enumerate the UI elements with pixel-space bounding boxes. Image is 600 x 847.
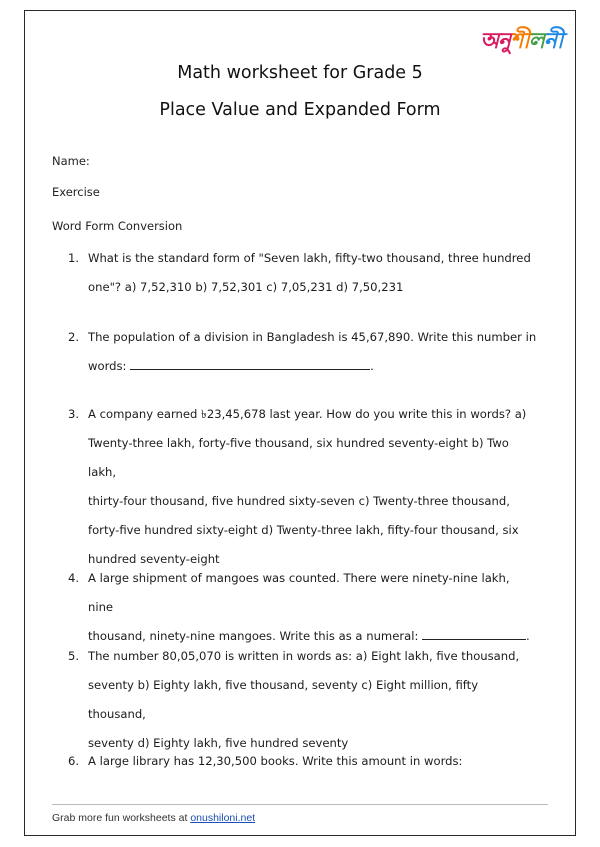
brand-logo xyxy=(478,16,570,56)
logo-part-1: অনু xyxy=(480,29,511,54)
exercise-label: Exercise xyxy=(52,185,100,199)
question-number: 6. xyxy=(68,754,80,768)
footer xyxy=(52,812,255,824)
question-line: A company earned ৳23,45,678 last year. How do you write this in words? a) xyxy=(88,407,527,421)
question-line: seventy b) Eighty lakh, five thousand, seventy c) Eight million, fifty thousand, xyxy=(88,678,479,721)
question-line: hundred seventy-eight xyxy=(88,552,220,566)
line-end: . xyxy=(370,359,374,373)
question-line: A large library has 12,30,500 books. Write this amount in words: xyxy=(88,754,463,768)
line-end: . xyxy=(526,629,530,643)
question-line: The population of a division in Bangladesh is 45,67,890. Write this number in xyxy=(88,330,537,344)
footer-divider xyxy=(52,804,548,805)
question-line: one"? a) 7,52,310 b) 7,52,301 c) 7,05,231 d) 7,50,231 xyxy=(88,280,404,294)
question-number: 3. xyxy=(68,407,80,421)
question-line: words: xyxy=(88,359,127,373)
question-line: seventy d) Eighty lakh, five hundred seventy xyxy=(88,736,349,750)
question-number: 1. xyxy=(68,251,80,265)
footer-text: Grab more fun worksheets at xyxy=(52,812,191,824)
worksheet-subtitle: Place Value and Expanded Form xyxy=(159,100,441,120)
name-label: Name: xyxy=(52,154,90,168)
answer-blank[interactable] xyxy=(422,627,526,640)
question-line: A large shipment of mangoes was counted. There were ninety-nine lakh, nine xyxy=(88,571,510,614)
question-line: Twenty-three lakh, forty-five thousand, six hundred seventy-eight b) Two lakh, xyxy=(88,436,509,479)
logo-part-2: শী xyxy=(510,29,529,54)
question-line: thirty-four thousand, five hundred sixty-seven c) Twenty-three thousand, xyxy=(88,494,510,508)
question-6 xyxy=(68,747,538,776)
question-1 xyxy=(68,244,538,302)
question-3 xyxy=(68,400,538,574)
logo-part-4: নী xyxy=(543,29,563,54)
question-4 xyxy=(68,564,538,651)
question-line: The number 80,05,070 is written in words as: a) Eight lakh, five thousand, xyxy=(88,649,520,663)
question-2 xyxy=(68,323,538,381)
question-line: forty-five hundred sixty-eight d) Twenty-three lakh, fifty-four thousand, six xyxy=(88,523,519,537)
footer-link[interactable]: onushiloni.net xyxy=(190,812,256,824)
section-label: Word Form Conversion xyxy=(52,219,183,233)
question-number: 4. xyxy=(68,571,80,585)
question-line: thousand, ninety-nine mangoes. Write this as a numeral: xyxy=(88,629,419,643)
answer-blank[interactable] xyxy=(130,357,370,370)
question-number: 2. xyxy=(68,330,80,344)
question-line: What is the standard form of "Seven lakh, fifty-two thousand, three hundred xyxy=(88,251,531,265)
worksheet-title: Math worksheet for Grade 5 xyxy=(177,63,423,83)
question-5 xyxy=(68,642,538,758)
question-number: 5. xyxy=(68,649,80,663)
logo-part-3: ল xyxy=(528,29,544,54)
